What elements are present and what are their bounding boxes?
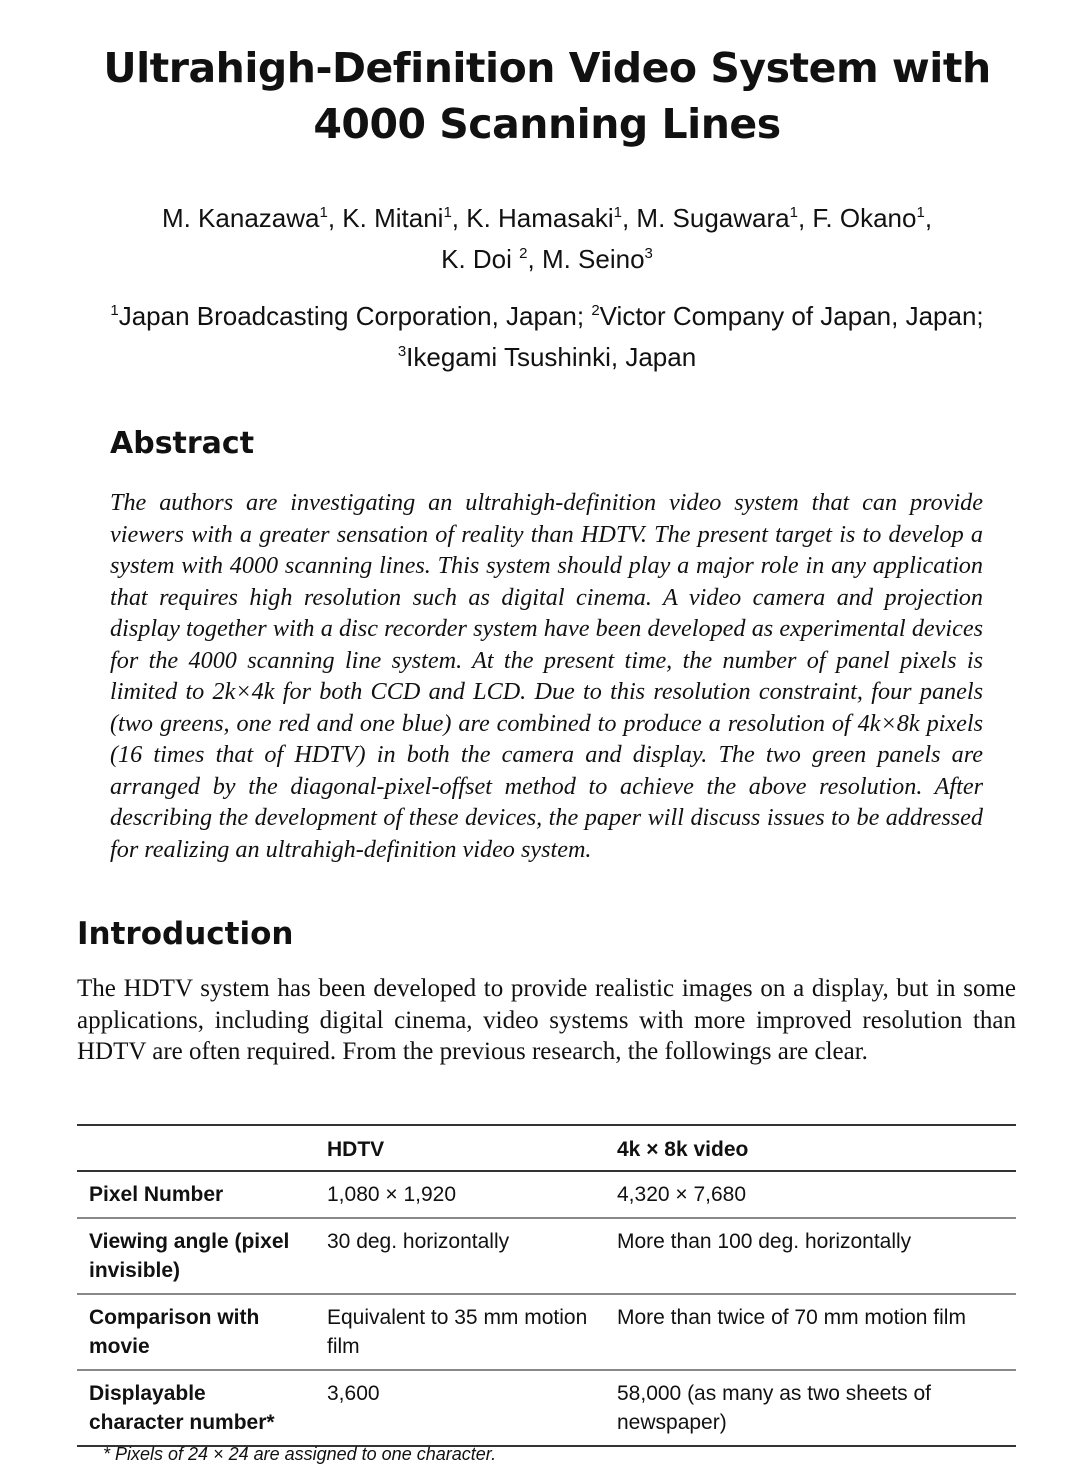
- author-line-1: [60, 198, 1034, 239]
- author-list: [60, 198, 1034, 280]
- cell-4k8k: More than 100 deg. horizontally: [617, 1230, 912, 1253]
- row-label: Viewing angle (pixel invisible): [89, 1230, 290, 1282]
- affiliation-name: Ikegami Tsushinki, Japan: [406, 342, 697, 372]
- table-row: [77, 1370, 1016, 1446]
- table-header-row: [77, 1125, 1016, 1171]
- row-label: Displayable character number*: [89, 1382, 275, 1434]
- cell-4k8k: 58,000 (as many as two sheets of newspaper): [617, 1382, 932, 1434]
- author-separator: ,: [621, 203, 637, 233]
- affiliation-name: Japan Broadcasting Corporation, Japan;: [118, 301, 592, 331]
- author-separator: ,: [797, 203, 813, 233]
- author-name: K. Hamasaki: [466, 203, 614, 233]
- author-affil-mark: 1: [613, 204, 622, 221]
- abstract-text: The authors are investigating an ultrahigh-definition video system that can provide viewers with a greater sensation of reality than HDTV. The present target is to develop a system with 4000 scanning lines. This system should play a major role in any application that requires high resolution such as digital cinema. A video camera and projection display together with a disc recorder system have been developed as experimental devices for the 4000 scanning line system. At the present time, the number of panel pixels is limited to 2k×4k for both CCD and LCD. Due to this resolution constraint, four panels (two greens, one red and one blue) are combined to produce a resolution of 4k×8k pixels (16 times that of HDTV) in both the camera and display. The two green panels are arranged by the diagonal-pixel-offset method to achieve the above resolution. After describing the development of these devices, the paper will discuss issues to be addressed for realizing an ultrahigh-definition video system.: [110, 489, 983, 863]
- table-row: [77, 1294, 1016, 1370]
- affiliation-line-2: [40, 337, 1054, 378]
- affiliation-name: Victor Company of Japan, Japan;: [599, 301, 984, 331]
- table-header-hdtv: HDTV: [327, 1138, 385, 1161]
- paper-title: [60, 40, 1034, 152]
- table-header-empty: [77, 1125, 315, 1171]
- affiliation-mark: 1: [110, 302, 119, 319]
- cell-hdtv: 3,600: [327, 1382, 380, 1405]
- table-header-4k8k: 4k × 8k video: [617, 1138, 749, 1161]
- cell-4k8k: 4,320 × 7,680: [617, 1183, 747, 1206]
- affiliation-line-1: [40, 296, 1054, 337]
- author-affil-mark: 1: [319, 204, 328, 221]
- row-label: Comparison with movie: [89, 1306, 260, 1358]
- affiliations: [40, 296, 1054, 378]
- affiliation-mark: 3: [397, 343, 407, 360]
- author-name: F. Okano: [812, 203, 917, 233]
- affiliation-mark: 2: [591, 302, 600, 319]
- title-line-1: Ultrahigh-Definition Video System with: [103, 44, 991, 92]
- author-name: M. Kanazawa: [161, 203, 320, 233]
- cell-hdtv: Equivalent to 35 mm motion film: [327, 1306, 588, 1358]
- author-line-2: [60, 239, 1034, 280]
- cell-hdtv: 1,080 × 1,920: [327, 1183, 457, 1206]
- author-separator: ,: [327, 203, 343, 233]
- introduction-heading: Introduction: [77, 916, 294, 952]
- author-separator: ,: [451, 203, 467, 233]
- author-name: M. Sugawara: [636, 203, 790, 233]
- table-row: [77, 1218, 1016, 1294]
- title-line-2: 4000 Scanning Lines: [313, 100, 781, 148]
- author-separator: ,: [924, 203, 933, 233]
- author-name: K. Mitani: [342, 203, 444, 233]
- author-separator: ,: [527, 244, 542, 274]
- author-name: K. Doi: [441, 244, 520, 274]
- row-label: Pixel Number: [89, 1183, 224, 1206]
- abstract-heading: Abstract: [110, 426, 255, 461]
- author-name: M. Seino: [541, 244, 645, 274]
- cell-4k8k: More than twice of 70 mm motion film: [617, 1306, 966, 1329]
- table-footnote: * Pixels of 24 × 24 are assigned to one character.: [103, 1444, 497, 1464]
- author-affil-mark: 3: [644, 245, 653, 262]
- cell-hdtv: 30 deg. horizontally: [327, 1230, 510, 1253]
- author-affil-mark: 1: [789, 204, 798, 221]
- comparison-table: [77, 1124, 1016, 1447]
- introduction-text: The HDTV system has been developed to provide realistic images on a display, but in some applications, including digital cinema, video systems with more improved resolution than HDTV are often required. From the previous research, the followings are clear.: [77, 975, 1016, 1065]
- author-affil-mark: 2: [519, 245, 528, 262]
- author-affil-mark: 1: [443, 204, 452, 221]
- author-affil-mark: 1: [916, 204, 925, 221]
- table-row: [77, 1171, 1016, 1218]
